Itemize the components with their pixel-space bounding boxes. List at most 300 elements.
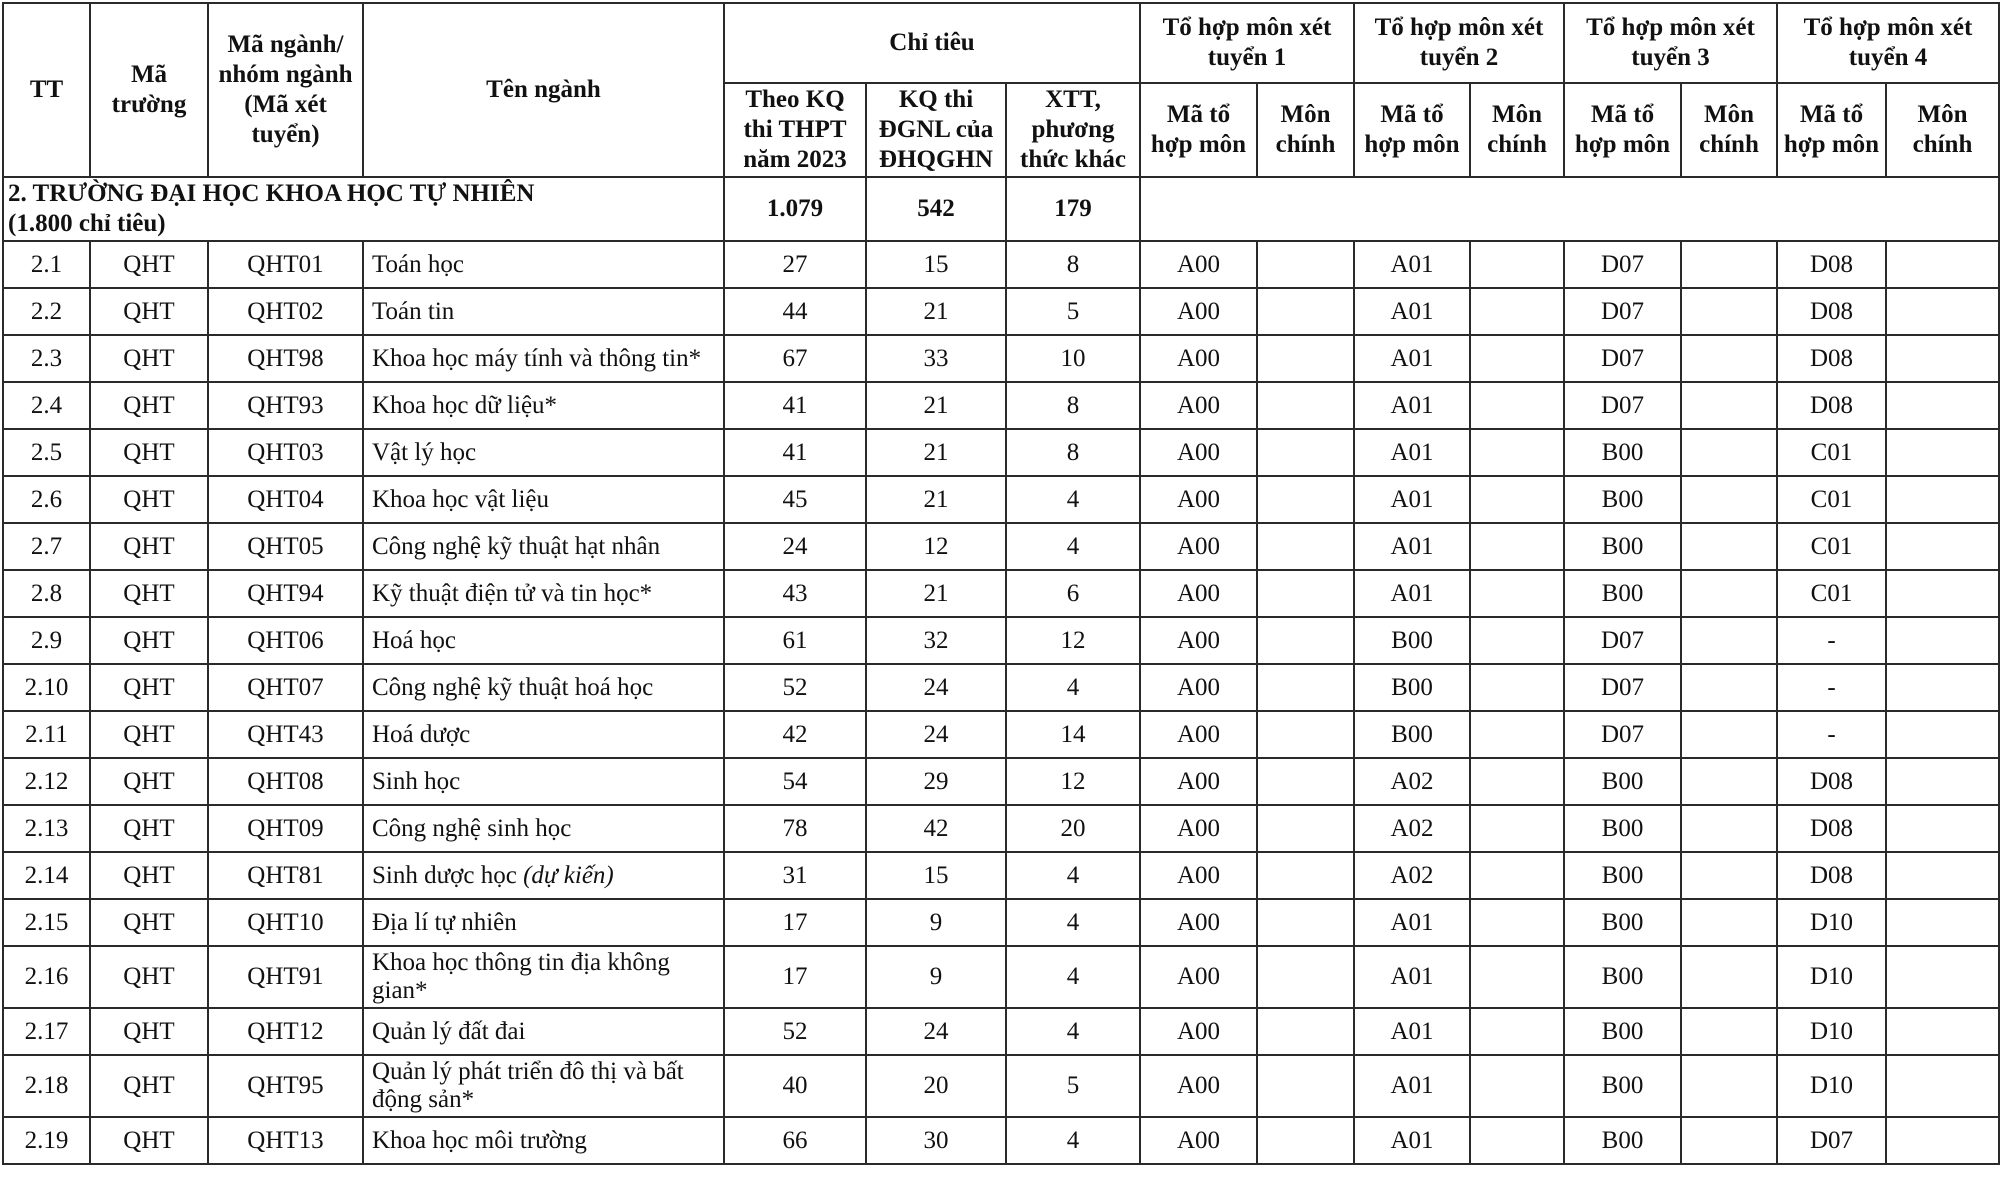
cell-ma-to-hop-1: A00 <box>1140 476 1257 523</box>
cell-tt: 2.10 <box>3 664 90 711</box>
header-ten-nganh: Tên ngành <box>363 3 724 177</box>
cell-ma-truong: QHT <box>90 805 208 852</box>
cell-ten-nganh <box>363 711 724 758</box>
cell-ma-to-hop-2: A01 <box>1354 946 1470 1008</box>
table-row <box>3 570 1999 617</box>
cell-ma-nganh: QHT09 <box>208 805 363 852</box>
cell-ma-to-hop-2: A02 <box>1354 758 1470 805</box>
cell-ten-nganh <box>363 476 724 523</box>
cell-ma-to-hop-4: - <box>1777 711 1886 758</box>
cell-tt: 2.13 <box>3 805 90 852</box>
cell-tt: 2.17 <box>3 1008 90 1055</box>
cell-mon-chinh-1 <box>1257 664 1354 711</box>
cell-thpt: 45 <box>724 476 866 523</box>
cell-thpt: 17 <box>724 899 866 946</box>
cell-ma-nganh: QHT01 <box>208 241 363 288</box>
cell-ma-truong: QHT <box>90 899 208 946</box>
cell-ma-truong: QHT <box>90 476 208 523</box>
cell-ma-to-hop-2: A01 <box>1354 523 1470 570</box>
cell-ten-nganh <box>363 241 724 288</box>
header-ma-to-hop-4: Mã tổ hợp môn <box>1777 83 1886 177</box>
cell-xtt: 8 <box>1006 429 1140 476</box>
cell-ma-truong: QHT <box>90 335 208 382</box>
cell-ma-to-hop-3: B00 <box>1564 805 1681 852</box>
cell-mon-chinh-3 <box>1681 946 1777 1008</box>
cell-ma-to-hop-4: D10 <box>1777 1055 1886 1117</box>
cell-dgnl: 42 <box>866 805 1006 852</box>
admission-table <box>2 2 2000 1165</box>
cell-ma-to-hop-4: D10 <box>1777 1008 1886 1055</box>
header-ma-truong: Mã trường <box>90 3 208 177</box>
ten-nganh-text: Công nghệ kỹ thuật hạt nhân <box>372 532 661 560</box>
cell-ma-to-hop-1: A00 <box>1140 711 1257 758</box>
ten-nganh-text: Sinh học <box>372 767 461 795</box>
cell-tt: 2.8 <box>3 570 90 617</box>
header-tt: TT <box>3 3 90 177</box>
table-row <box>3 899 1999 946</box>
cell-xtt: 8 <box>1006 382 1140 429</box>
cell-ten-nganh <box>363 946 724 1008</box>
table-row <box>3 523 1999 570</box>
cell-ma-to-hop-1: A00 <box>1140 288 1257 335</box>
cell-mon-chinh-3 <box>1681 805 1777 852</box>
cell-thpt: 61 <box>724 617 866 664</box>
cell-mon-chinh-4 <box>1886 429 1999 476</box>
cell-ma-nganh: QHT95 <box>208 1055 363 1117</box>
cell-ma-to-hop-1: A00 <box>1140 335 1257 382</box>
cell-ma-to-hop-1: A00 <box>1140 1055 1257 1117</box>
cell-mon-chinh-2 <box>1470 288 1564 335</box>
cell-ma-truong: QHT <box>90 852 208 899</box>
cell-ma-to-hop-4: D08 <box>1777 335 1886 382</box>
header-mon-chinh-2: Môn chính <box>1470 83 1564 177</box>
ten-nganh-text: Công nghệ sinh học <box>372 814 572 842</box>
ten-nganh-text: Sinh dược học <box>372 861 517 889</box>
cell-thpt: 41 <box>724 382 866 429</box>
cell-mon-chinh-3 <box>1681 288 1777 335</box>
cell-ma-to-hop-3: B00 <box>1564 899 1681 946</box>
cell-tt: 2.5 <box>3 429 90 476</box>
cell-ma-to-hop-3: B00 <box>1564 758 1681 805</box>
table-row <box>3 288 1999 335</box>
cell-mon-chinh-3 <box>1681 523 1777 570</box>
cell-xtt: 4 <box>1006 664 1140 711</box>
cell-thpt: 44 <box>724 288 866 335</box>
header-mon-chinh-3: Môn chính <box>1681 83 1777 177</box>
cell-ma-to-hop-2: A01 <box>1354 1055 1470 1117</box>
cell-ten-nganh <box>363 899 724 946</box>
cell-dgnl: 9 <box>866 946 1006 1008</box>
cell-ma-truong: QHT <box>90 617 208 664</box>
cell-ma-to-hop-4: D08 <box>1777 288 1886 335</box>
cell-ma-nganh: QHT91 <box>208 946 363 1008</box>
table-row <box>3 335 1999 382</box>
cell-ma-to-hop-3: B00 <box>1564 523 1681 570</box>
cell-ma-to-hop-3: D07 <box>1564 288 1681 335</box>
cell-mon-chinh-2 <box>1470 1117 1564 1164</box>
cell-dgnl: 32 <box>866 617 1006 664</box>
header-dgnl: KQ thi ĐGNL của ĐHQGHN <box>866 83 1006 177</box>
cell-ma-nganh: QHT07 <box>208 664 363 711</box>
cell-tt: 2.4 <box>3 382 90 429</box>
cell-ma-to-hop-3: B00 <box>1564 852 1681 899</box>
cell-ma-to-hop-3: B00 <box>1564 946 1681 1008</box>
cell-mon-chinh-2 <box>1470 523 1564 570</box>
ten-nganh-note: (dự kiến) <box>523 861 614 889</box>
cell-ma-to-hop-1: A00 <box>1140 946 1257 1008</box>
cell-mon-chinh-2 <box>1470 805 1564 852</box>
cell-ma-to-hop-1: A00 <box>1140 852 1257 899</box>
cell-mon-chinh-2 <box>1470 664 1564 711</box>
cell-mon-chinh-1 <box>1257 382 1354 429</box>
cell-ma-to-hop-2: A01 <box>1354 899 1470 946</box>
cell-ma-to-hop-4: D08 <box>1777 852 1886 899</box>
cell-ma-to-hop-2: A01 <box>1354 1008 1470 1055</box>
cell-thpt: 67 <box>724 335 866 382</box>
cell-mon-chinh-3 <box>1681 1008 1777 1055</box>
cell-tt: 2.9 <box>3 617 90 664</box>
cell-mon-chinh-1 <box>1257 476 1354 523</box>
cell-thpt: 27 <box>724 241 866 288</box>
cell-ma-truong: QHT <box>90 1055 208 1117</box>
cell-ten-nganh <box>363 617 724 664</box>
section-name <box>3 177 724 241</box>
cell-ma-to-hop-3: D07 <box>1564 617 1681 664</box>
cell-dgnl: 21 <box>866 476 1006 523</box>
cell-dgnl: 15 <box>866 241 1006 288</box>
cell-xtt: 5 <box>1006 1055 1140 1117</box>
cell-xtt: 4 <box>1006 1117 1140 1164</box>
table-row <box>3 429 1999 476</box>
cell-mon-chinh-1 <box>1257 946 1354 1008</box>
cell-ma-to-hop-2: A01 <box>1354 570 1470 617</box>
cell-ma-to-hop-3: B00 <box>1564 1117 1681 1164</box>
cell-dgnl: 24 <box>866 664 1006 711</box>
cell-ma-nganh: QHT04 <box>208 476 363 523</box>
cell-ma-truong: QHT <box>90 758 208 805</box>
cell-mon-chinh-4 <box>1886 570 1999 617</box>
cell-mon-chinh-1 <box>1257 1117 1354 1164</box>
cell-ma-to-hop-1: A00 <box>1140 241 1257 288</box>
cell-thpt: 31 <box>724 852 866 899</box>
section-empty <box>1140 177 1999 241</box>
cell-tt: 2.15 <box>3 899 90 946</box>
cell-mon-chinh-4 <box>1886 523 1999 570</box>
cell-ma-truong: QHT <box>90 241 208 288</box>
cell-dgnl: 30 <box>866 1117 1006 1164</box>
cell-ma-to-hop-3: B00 <box>1564 1008 1681 1055</box>
section-xtt-total: 179 <box>1006 177 1140 241</box>
ten-nganh-text: Quản lý phát triển đô thị và bất động sản* <box>372 1058 684 1113</box>
cell-mon-chinh-1 <box>1257 523 1354 570</box>
cell-ten-nganh <box>363 1117 724 1164</box>
cell-dgnl: 33 <box>866 335 1006 382</box>
cell-ten-nganh <box>363 1008 724 1055</box>
cell-xtt: 4 <box>1006 1008 1140 1055</box>
cell-xtt: 12 <box>1006 617 1140 664</box>
cell-ma-to-hop-2: A01 <box>1354 335 1470 382</box>
cell-ma-to-hop-1: A00 <box>1140 664 1257 711</box>
cell-tt: 2.11 <box>3 711 90 758</box>
cell-ma-to-hop-2: B00 <box>1354 664 1470 711</box>
cell-mon-chinh-3 <box>1681 429 1777 476</box>
cell-mon-chinh-1 <box>1257 288 1354 335</box>
cell-tt: 2.1 <box>3 241 90 288</box>
cell-ma-to-hop-4: D10 <box>1777 946 1886 1008</box>
cell-ma-nganh: QHT43 <box>208 711 363 758</box>
ten-nganh-text: Khoa học vật liệu <box>372 485 550 513</box>
cell-ten-nganh <box>363 523 724 570</box>
cell-dgnl: 9 <box>866 899 1006 946</box>
cell-mon-chinh-1 <box>1257 429 1354 476</box>
cell-mon-chinh-4 <box>1886 1055 1999 1117</box>
cell-ma-truong: QHT <box>90 1117 208 1164</box>
cell-ma-nganh: QHT06 <box>208 617 363 664</box>
cell-mon-chinh-2 <box>1470 570 1564 617</box>
ten-nganh-text: Khoa học môi trường <box>372 1126 587 1154</box>
cell-ma-nganh: QHT12 <box>208 1008 363 1055</box>
cell-ma-truong: QHT <box>90 570 208 617</box>
cell-mon-chinh-1 <box>1257 617 1354 664</box>
cell-ma-to-hop-1: A00 <box>1140 382 1257 429</box>
cell-ma-to-hop-4: D07 <box>1777 1117 1886 1164</box>
ten-nganh-text: Vật lý học <box>372 438 477 466</box>
ten-nganh-text: Quản lý đất đai <box>372 1017 526 1045</box>
cell-ma-to-hop-3: D07 <box>1564 382 1681 429</box>
cell-thpt: 43 <box>724 570 866 617</box>
header-ma-to-hop-3: Mã tổ hợp môn <box>1564 83 1681 177</box>
cell-mon-chinh-1 <box>1257 241 1354 288</box>
cell-tt: 2.18 <box>3 1055 90 1117</box>
cell-xtt: 4 <box>1006 852 1140 899</box>
cell-dgnl: 20 <box>866 1055 1006 1117</box>
header-ma-to-hop-1: Mã tổ hợp môn <box>1140 83 1257 177</box>
cell-tt: 2.16 <box>3 946 90 1008</box>
cell-mon-chinh-4 <box>1886 664 1999 711</box>
cell-xtt: 4 <box>1006 899 1140 946</box>
cell-mon-chinh-4 <box>1886 288 1999 335</box>
cell-mon-chinh-1 <box>1257 1008 1354 1055</box>
ten-nganh-text: Kỹ thuật điện tử và tin học* <box>372 579 653 607</box>
cell-ma-truong: QHT <box>90 382 208 429</box>
cell-ma-to-hop-3: D07 <box>1564 664 1681 711</box>
cell-ma-nganh: QHT05 <box>208 523 363 570</box>
cell-thpt: 41 <box>724 429 866 476</box>
cell-ten-nganh <box>363 805 724 852</box>
cell-tt: 2.19 <box>3 1117 90 1164</box>
cell-mon-chinh-4 <box>1886 335 1999 382</box>
header-chi-tieu: Chỉ tiêu <box>724 3 1140 83</box>
cell-mon-chinh-2 <box>1470 617 1564 664</box>
cell-xtt: 8 <box>1006 241 1140 288</box>
cell-tt: 2.12 <box>3 758 90 805</box>
cell-mon-chinh-1 <box>1257 899 1354 946</box>
cell-mon-chinh-3 <box>1681 617 1777 664</box>
cell-mon-chinh-4 <box>1886 758 1999 805</box>
cell-dgnl: 24 <box>866 1008 1006 1055</box>
cell-thpt: 17 <box>724 946 866 1008</box>
cell-ma-nganh: QHT13 <box>208 1117 363 1164</box>
cell-xtt: 14 <box>1006 711 1140 758</box>
cell-mon-chinh-1 <box>1257 711 1354 758</box>
cell-ma-nganh: QHT08 <box>208 758 363 805</box>
table-row <box>3 946 1999 1008</box>
cell-mon-chinh-4 <box>1886 617 1999 664</box>
cell-ten-nganh <box>363 758 724 805</box>
cell-ma-to-hop-4: C01 <box>1777 570 1886 617</box>
cell-mon-chinh-2 <box>1470 429 1564 476</box>
cell-ma-to-hop-4: C01 <box>1777 429 1886 476</box>
cell-mon-chinh-4 <box>1886 711 1999 758</box>
table-row <box>3 1117 1999 1164</box>
cell-mon-chinh-3 <box>1681 664 1777 711</box>
cell-xtt: 20 <box>1006 805 1140 852</box>
cell-mon-chinh-4 <box>1886 1117 1999 1164</box>
cell-mon-chinh-2 <box>1470 1055 1564 1117</box>
cell-dgnl: 21 <box>866 429 1006 476</box>
cell-ma-to-hop-3: B00 <box>1564 476 1681 523</box>
cell-mon-chinh-1 <box>1257 570 1354 617</box>
cell-ten-nganh <box>363 382 724 429</box>
cell-mon-chinh-4 <box>1886 946 1999 1008</box>
cell-mon-chinh-2 <box>1470 852 1564 899</box>
cell-ma-to-hop-4: C01 <box>1777 476 1886 523</box>
cell-ma-to-hop-3: D07 <box>1564 335 1681 382</box>
cell-ma-to-hop-3: B00 <box>1564 429 1681 476</box>
header-mon-chinh-1: Môn chính <box>1257 83 1354 177</box>
header-to-hop-1: Tổ hợp môn xét tuyển 1 <box>1140 3 1354 83</box>
section-row <box>3 177 1999 241</box>
cell-ma-truong: QHT <box>90 523 208 570</box>
cell-ma-to-hop-1: A00 <box>1140 617 1257 664</box>
cell-mon-chinh-2 <box>1470 899 1564 946</box>
cell-thpt: 54 <box>724 758 866 805</box>
ten-nganh-text: Hoá học <box>372 626 456 654</box>
cell-ma-to-hop-4: D08 <box>1777 758 1886 805</box>
cell-mon-chinh-3 <box>1681 570 1777 617</box>
cell-ma-to-hop-4: C01 <box>1777 523 1886 570</box>
cell-ma-to-hop-2: A02 <box>1354 852 1470 899</box>
cell-mon-chinh-2 <box>1470 711 1564 758</box>
cell-tt: 2.14 <box>3 852 90 899</box>
table-row <box>3 711 1999 758</box>
cell-ma-to-hop-4: - <box>1777 664 1886 711</box>
table-row <box>3 382 1999 429</box>
cell-mon-chinh-1 <box>1257 335 1354 382</box>
cell-ma-to-hop-1: A00 <box>1140 429 1257 476</box>
cell-mon-chinh-1 <box>1257 805 1354 852</box>
cell-ma-truong: QHT <box>90 1008 208 1055</box>
cell-ma-to-hop-2: A02 <box>1354 805 1470 852</box>
cell-ma-to-hop-3: B00 <box>1564 1055 1681 1117</box>
cell-ma-truong: QHT <box>90 429 208 476</box>
cell-ma-truong: QHT <box>90 664 208 711</box>
cell-ma-to-hop-2: A01 <box>1354 382 1470 429</box>
cell-mon-chinh-2 <box>1470 758 1564 805</box>
ten-nganh-text: Toán tin <box>372 297 455 325</box>
cell-dgnl: 15 <box>866 852 1006 899</box>
header-to-hop-3: Tổ hợp môn xét tuyển 3 <box>1564 3 1777 83</box>
cell-mon-chinh-3 <box>1681 1117 1777 1164</box>
table-row <box>3 664 1999 711</box>
cell-tt: 2.6 <box>3 476 90 523</box>
ten-nganh-text: Khoa học dữ liệu* <box>372 391 558 419</box>
cell-thpt: 52 <box>724 664 866 711</box>
header-ma-nganh: Mã ngành/ nhóm ngành (Mã xét tuyển) <box>208 3 363 177</box>
header-to-hop-2: Tổ hợp môn xét tuyển 2 <box>1354 3 1564 83</box>
table-row <box>3 852 1999 899</box>
cell-ma-to-hop-1: A00 <box>1140 523 1257 570</box>
cell-ma-to-hop-1: A00 <box>1140 1008 1257 1055</box>
table-row <box>3 476 1999 523</box>
cell-ma-to-hop-1: A00 <box>1140 570 1257 617</box>
table-row <box>3 1008 1999 1055</box>
cell-ma-to-hop-4: D08 <box>1777 805 1886 852</box>
cell-mon-chinh-2 <box>1470 241 1564 288</box>
cell-ma-to-hop-4: D08 <box>1777 382 1886 429</box>
cell-xtt: 4 <box>1006 946 1140 1008</box>
cell-ma-to-hop-4: - <box>1777 617 1886 664</box>
cell-xtt: 6 <box>1006 570 1140 617</box>
ten-nganh-text: Công nghệ kỹ thuật hoá học <box>372 673 654 701</box>
cell-ma-to-hop-3: D07 <box>1564 711 1681 758</box>
cell-dgnl: 12 <box>866 523 1006 570</box>
header-to-hop-4: Tổ hợp môn xét tuyển 4 <box>1777 3 1999 83</box>
cell-mon-chinh-3 <box>1681 1055 1777 1117</box>
cell-ma-nganh: QHT10 <box>208 899 363 946</box>
cell-ma-nganh: QHT81 <box>208 852 363 899</box>
cell-ma-to-hop-2: A01 <box>1354 476 1470 523</box>
ten-nganh-text: Khoa học thông tin địa không gian* <box>372 949 670 1004</box>
table-row <box>3 1055 1999 1117</box>
ten-nganh-text: Toán học <box>372 250 464 278</box>
cell-ma-to-hop-2: A01 <box>1354 1117 1470 1164</box>
cell-ma-to-hop-4: D10 <box>1777 899 1886 946</box>
cell-ma-to-hop-2: A01 <box>1354 241 1470 288</box>
table-row <box>3 758 1999 805</box>
cell-mon-chinh-2 <box>1470 335 1564 382</box>
cell-ma-nganh: QHT02 <box>208 288 363 335</box>
cell-thpt: 52 <box>724 1008 866 1055</box>
cell-xtt: 4 <box>1006 476 1140 523</box>
table-row <box>3 617 1999 664</box>
ten-nganh-text: Hoá dược <box>372 720 471 748</box>
cell-thpt: 42 <box>724 711 866 758</box>
cell-thpt: 78 <box>724 805 866 852</box>
cell-ma-to-hop-2: A01 <box>1354 288 1470 335</box>
cell-dgnl: 21 <box>866 382 1006 429</box>
header-thpt: Theo KQ thi THPT năm 2023 <box>724 83 866 177</box>
cell-mon-chinh-3 <box>1681 711 1777 758</box>
cell-ma-to-hop-1: A00 <box>1140 899 1257 946</box>
cell-tt: 2.3 <box>3 335 90 382</box>
section-name-line1: 2. TRƯỜNG ĐẠI HỌC KHOA HỌC TỰ NHIÊN <box>8 180 535 207</box>
cell-ten-nganh <box>363 570 724 617</box>
ten-nganh-text: Địa lí tự nhiên <box>372 908 517 936</box>
table-row <box>3 805 1999 852</box>
section-thpt-total: 1.079 <box>724 177 866 241</box>
cell-mon-chinh-3 <box>1681 899 1777 946</box>
cell-tt: 2.7 <box>3 523 90 570</box>
cell-ten-nganh <box>363 429 724 476</box>
cell-mon-chinh-3 <box>1681 758 1777 805</box>
cell-mon-chinh-3 <box>1681 476 1777 523</box>
cell-ma-nganh: QHT03 <box>208 429 363 476</box>
cell-tt: 2.2 <box>3 288 90 335</box>
cell-ma-to-hop-3: D07 <box>1564 241 1681 288</box>
cell-mon-chinh-4 <box>1886 1008 1999 1055</box>
cell-mon-chinh-2 <box>1470 476 1564 523</box>
